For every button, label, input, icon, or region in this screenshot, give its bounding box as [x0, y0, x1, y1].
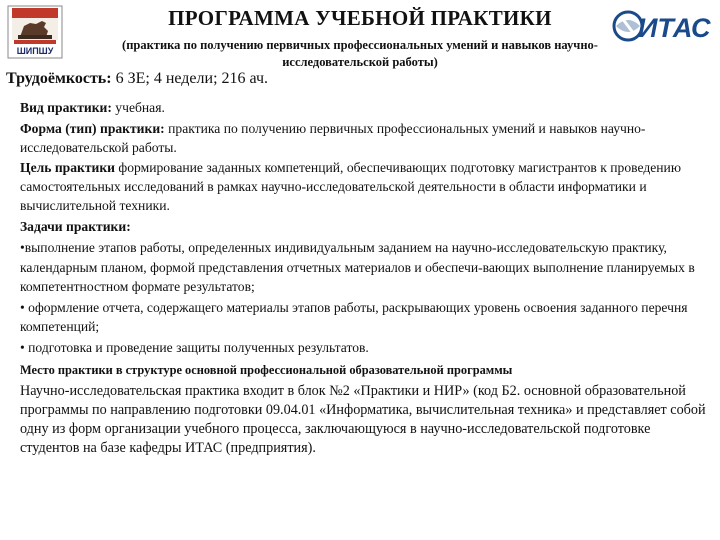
practice-type-label: Вид практики:	[20, 100, 112, 115]
practice-tasks-label: Задачи практики:	[20, 219, 131, 235]
labor-label: Трудоёмкость:	[6, 70, 112, 87]
program-content	[20, 98, 708, 458]
place-section-title: Место практики в структуре основной профессиональной образовательной программы	[20, 362, 513, 377]
practice-type	[20, 98, 708, 117]
practice-form-label: Форма (тип) практики:	[20, 121, 165, 137]
labor-intensity	[6, 70, 268, 88]
task-item: • подготовка и проведение защиты полученных результатов.	[20, 340, 369, 356]
page-title: ПРОГРАММА УЧЕБНОЙ ПРАКТИКИ	[168, 6, 552, 30]
labor-value: 6 ЗЕ; 4 недели; 216 ач.	[115, 70, 269, 87]
practice-form	[20, 119, 708, 157]
right-logo-text: ИТАС	[638, 13, 711, 43]
practice-goal-label: Цель практики	[20, 159, 116, 175]
place-section-text: Научно-исследовательская практика входит в блок №2 «Практики и НИР» (код Б2. основной образовательной программы по направлению подготовки 09.04.01 «Информатика, вычислительная техника» и представляет собой одну из форм организации учебного процесса, заключающуюся в научно-исследовательской подготовке студентов на базе кафедры ИТАС (предприятия).	[20, 382, 706, 456]
practice-type-value: учебная.	[111, 100, 165, 115]
practice-goal-value: формирование заданных компетенций, обеспечивающих подготовку магистрантов к проведению самостоятельных исследований в рамках научно-исследовательской деятельности в области информатики и вычислительной техники.	[20, 159, 681, 214]
page-subtitle: (практика по получению первичных профессиональных умений и навыков научно-исследовательской работы)	[122, 38, 598, 69]
practice-form-value: практика по получению первичных профессиональных умений и навыков научно-исследовательской работы.	[20, 121, 646, 156]
task-item: •выполнение этапов работы, определенных индивидуальным заданием на научно-исследовательскую практику, календарным планом, формой представления отчетных материалов и обеспечи-вающих выполнение планируемых в компетентностном формате результатов;	[20, 240, 695, 294]
left-logo-text: ШИПШУ	[16, 46, 54, 56]
task-item: • оформление отчета, содержащего материалы этапов работы, раскрывающих уровень освоения заданного перечня компетенций;	[20, 300, 688, 335]
practice-goal	[20, 158, 708, 216]
